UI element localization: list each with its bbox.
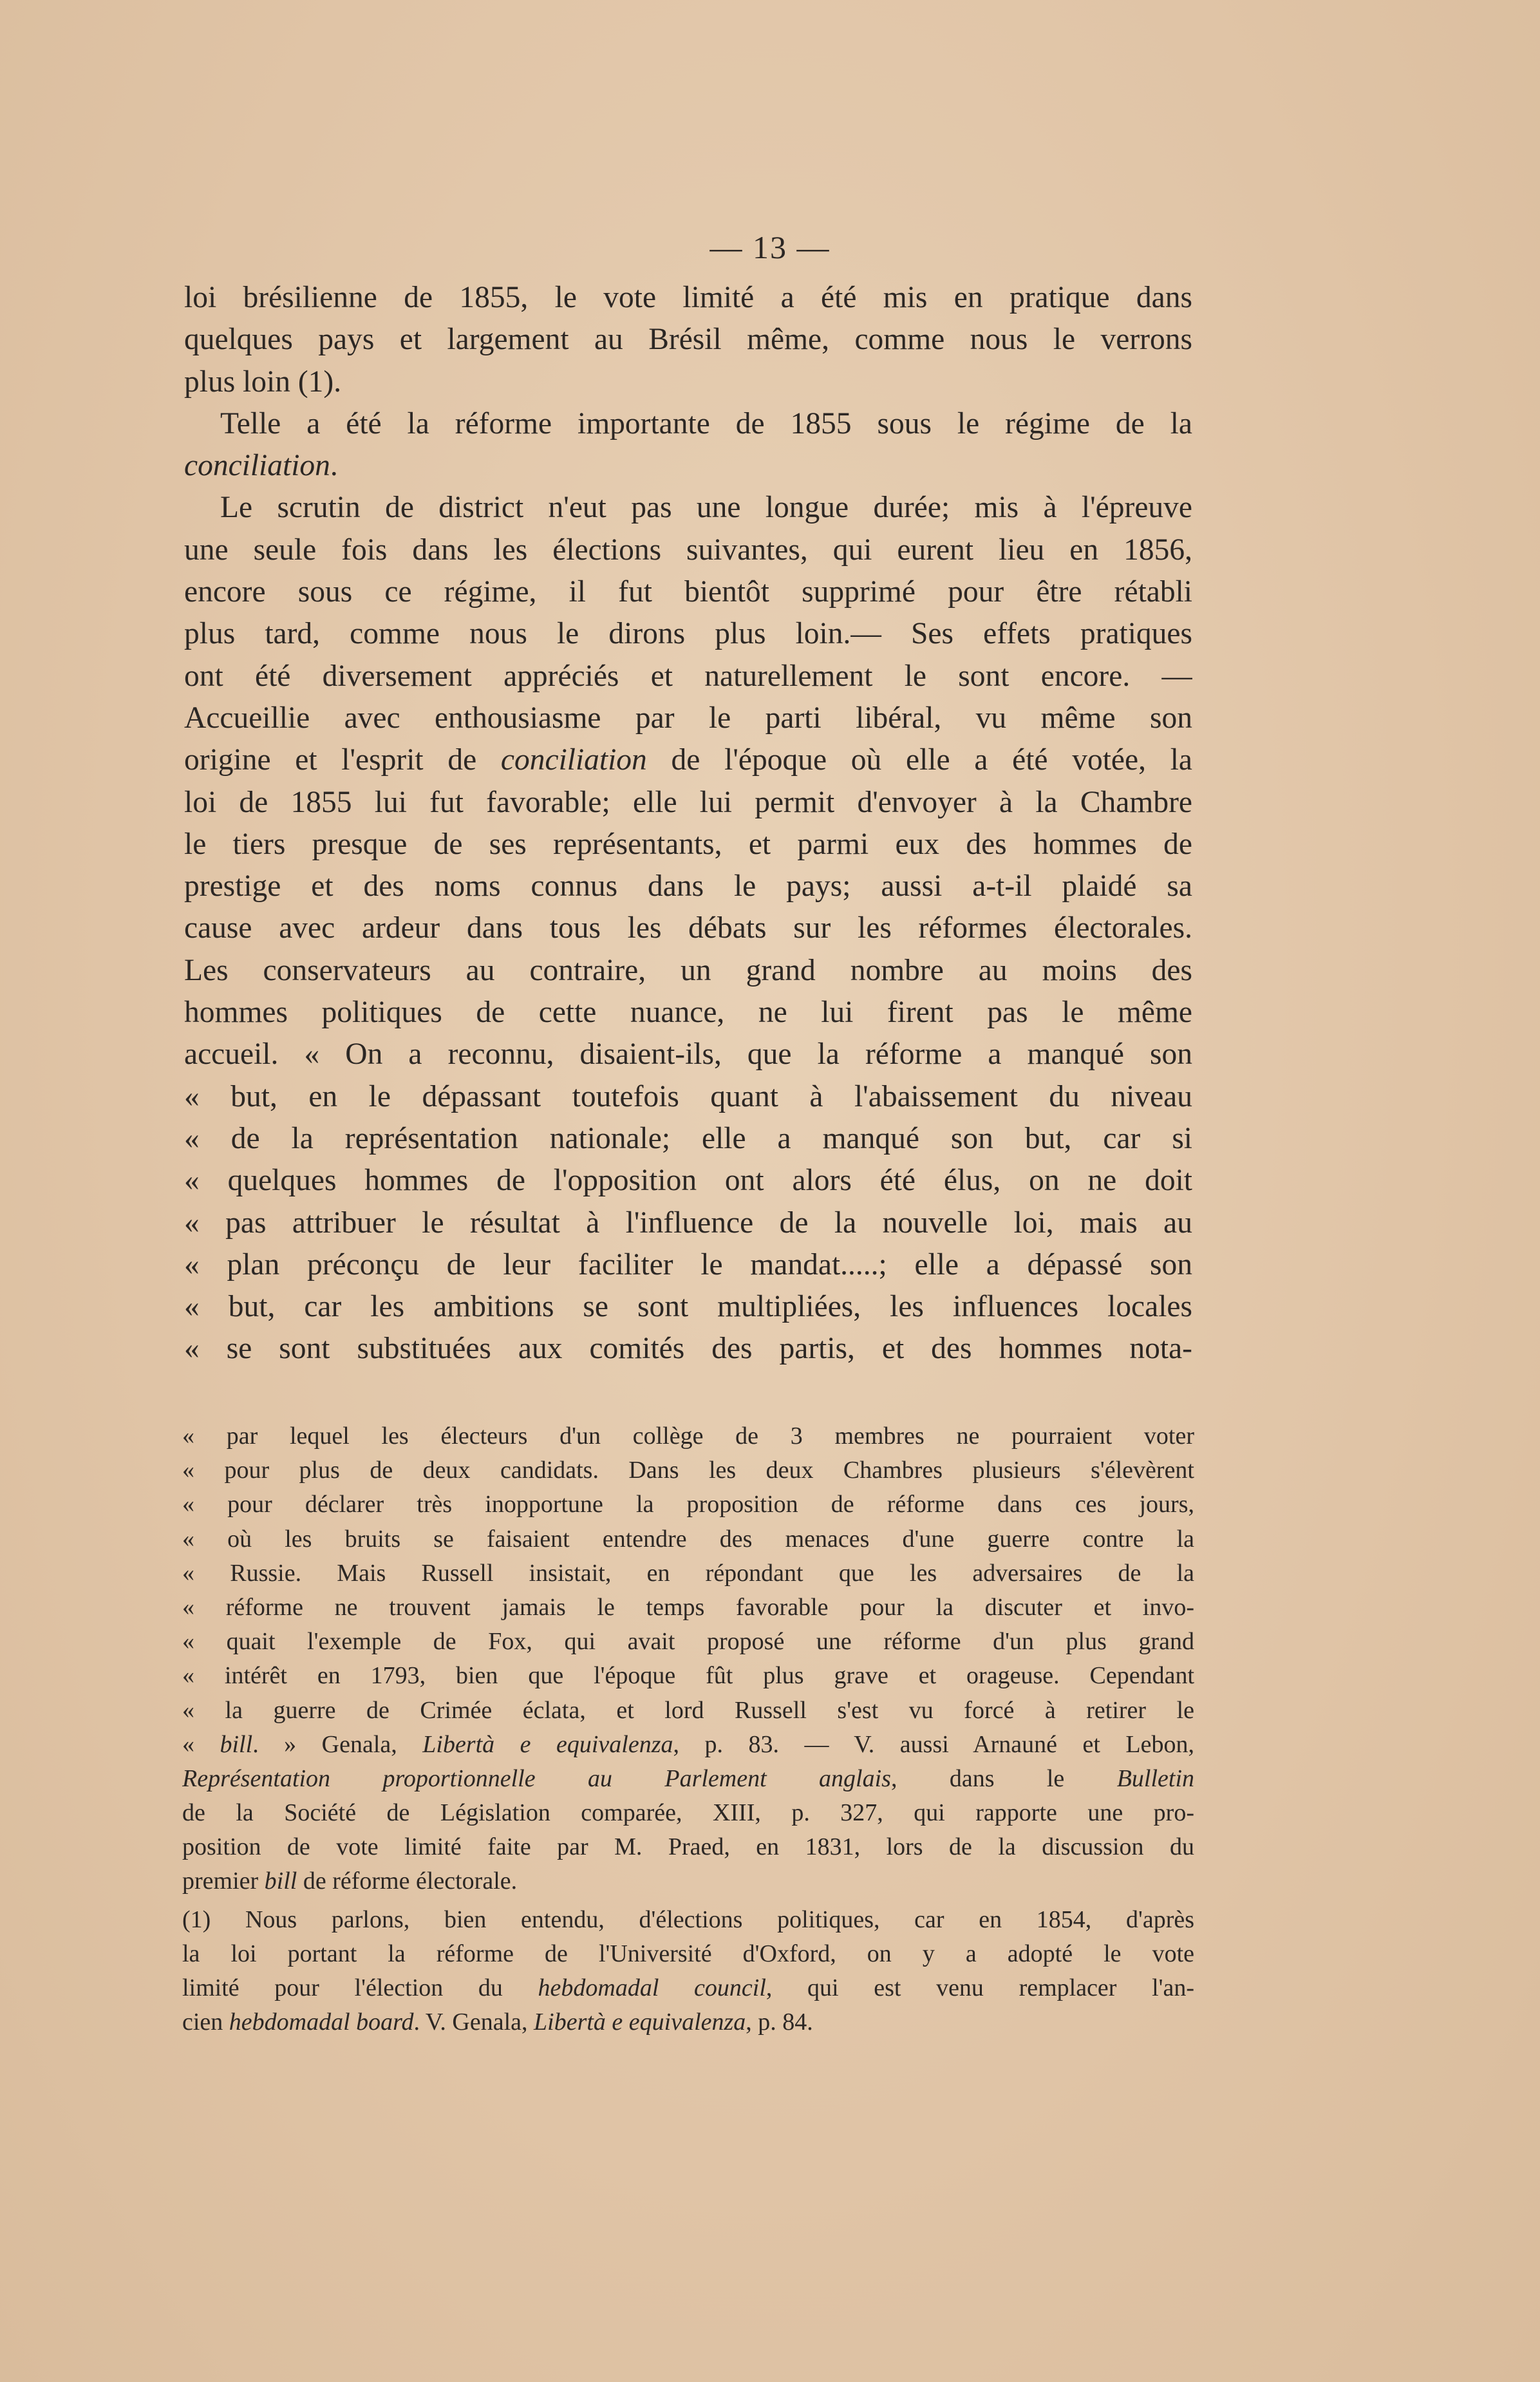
text-line: cause avec ardeur dans tous les débats sur les réformes électorales. xyxy=(184,911,1192,945)
text-span: . V. Genala, xyxy=(413,2009,534,2036)
footnote-line: « où les bruits se faisaient entendre des menaces d'une guerre contre la xyxy=(182,1525,1194,1553)
text-span: de l'époque où elle a été votée, la xyxy=(646,743,1192,777)
text-line: quelques pays et largement au Brésil même, comme nous le verrons xyxy=(184,323,1192,357)
footnote-line: « pour déclarer très inopportune la proposition de réforme dans ces jours, xyxy=(182,1491,1194,1518)
italic-text: hebdomadal board xyxy=(229,2009,414,2036)
text-line: Telle a été la réforme importante de 1855 sous le régime de la xyxy=(220,406,1192,440)
text-line: « quelques hommes de l'opposition ont alors été élus, on ne doit xyxy=(184,1164,1192,1198)
text-span: , p. 83. — V. aussi Arnauné et Lebon, xyxy=(673,1730,1194,1758)
text-line: Le scrutin de district n'eut pas une longue durée; mis à l'épreuve xyxy=(220,491,1192,525)
text-span: , qui est venu remplacer l'an- xyxy=(765,1974,1194,2001)
italic-text: Représentation proportionnelle au Parlement anglais xyxy=(182,1764,891,1792)
footnote-line: « Russie. Mais Russell insistait, en répondant que les adversaires de la xyxy=(182,1559,1194,1587)
footnote-line: (1) Nous parlons, bien entendu, d'élections politiques, car en 1854, d'après xyxy=(182,1905,1194,1933)
footnote-line: « réforme ne trouvent jamais le temps favorable pour la discuter et invo- xyxy=(182,1593,1194,1621)
text-line: « se sont substituées aux comités des partis, et des hommes nota- xyxy=(184,1332,1192,1366)
text-line: loi brésilienne de 1855, le vote limité a été mis en pratique dans xyxy=(184,281,1192,314)
text-span: limité pour l'élection du xyxy=(182,1974,538,2001)
text-line: Les conservateurs au contraire, un grand nombre au moins des xyxy=(184,953,1192,987)
text-line: « de la représentation nationale; elle a manqué son but, car si xyxy=(184,1121,1192,1155)
footnote-line: « par lequel les électeurs d'un collège de 3 membres ne pourraient voter xyxy=(182,1423,1194,1450)
text-line: « plan préconçu de leur faciliter le mandat.....; elle a dépassé son xyxy=(184,1247,1192,1281)
footnote-line xyxy=(182,1728,1194,1762)
text-span: , dans le xyxy=(890,1764,1117,1792)
text-line: prestige et des noms connus dans le pays; aussi a-t-il plaidé sa xyxy=(184,869,1192,903)
footnote-line xyxy=(182,1864,1194,1898)
text-line: « pas attribuer le résultat à l'influence de la nouvelle loi, mais au xyxy=(184,1205,1192,1240)
footnote-line: « la guerre de Crimée éclata, et lord Russell s'est vu forcé à retirer le xyxy=(182,1696,1194,1724)
footnote-line: la loi portant la réforme de l'Université d'Oxford, on y a adopté le vote xyxy=(182,1940,1194,1967)
main-text xyxy=(184,277,1192,1370)
text-line: « but, en le dépassant toutefois quant à l'abaissement du niveau xyxy=(184,1079,1192,1113)
footnote-line: de la Société de Législation comparée, XIII, p. 327, qui rapporte une pro- xyxy=(182,1799,1194,1827)
italic-text: Libertà e equivalenza xyxy=(422,1730,673,1758)
text-line: loi de 1855 lui fut favorable; elle lui permit d'envoyer à la Chambre xyxy=(184,785,1192,819)
footnotes xyxy=(182,1419,1194,2039)
italic-text: Bulletin xyxy=(1116,1764,1194,1792)
text-line xyxy=(184,445,1192,487)
text-line: « but, car les ambitions se sont multipliées, les influences locales xyxy=(184,1290,1192,1324)
text-line: accueil. « On a reconnu, disaient-ils, que la réforme a manqué son xyxy=(184,1037,1192,1072)
text-span: de réforme électorale. xyxy=(297,1867,518,1895)
footnote-line: « quait l'exemple de Fox, qui avait proposé une réforme d'un plus grand xyxy=(182,1628,1194,1656)
text-line: ont été diversement appréciés et naturellement le sont encore. — xyxy=(184,659,1192,693)
italic-text: bill xyxy=(220,1730,253,1758)
footnote-line: position de vote limité faite par M. Praed, en 1831, lors de la discussion du xyxy=(182,1833,1194,1861)
footnote-line xyxy=(182,1762,1194,1796)
footnote-line xyxy=(182,2005,1194,2039)
italic-text: Libertà e equivalenza xyxy=(534,2009,746,2036)
text-span: cien xyxy=(182,2009,229,2036)
text-span: . xyxy=(330,449,338,483)
text-line: hommes politiques de cette nuance, ne lui firent pas le même xyxy=(184,996,1192,1030)
text-line: encore sous ce régime, il fut bientôt supprimé pour être rétabli xyxy=(184,575,1192,609)
text-span: « xyxy=(182,1730,220,1758)
text-line: plus loin (1). xyxy=(184,364,342,399)
text-line: plus tard, comme nous le dirons plus loin.— Ses effets pratiques xyxy=(184,617,1192,651)
italic-text: conciliation xyxy=(184,449,330,483)
footnote-line xyxy=(182,1971,1194,2005)
page-number: — 13 — xyxy=(709,229,831,265)
text-line: le tiers presque de ses représentants, et parmi eux des hommes de xyxy=(184,827,1192,861)
text-line: Accueillie avec enthousiasme par le parti libéral, vu même son xyxy=(184,701,1192,735)
text-span: origine et l'esprit de xyxy=(184,743,501,777)
text-span: . » Genala, xyxy=(252,1730,423,1758)
italic-text: hebdomadal council xyxy=(538,1974,766,2001)
italic-text: conciliation xyxy=(500,743,647,777)
text-line: une seule fois dans les élections suivantes, qui eurent lieu en 1856, xyxy=(184,533,1192,567)
text-span: premier xyxy=(182,1867,265,1895)
text-span: , p. 84. xyxy=(746,2009,813,2036)
footnote-line: « intérêt en 1793, bien que l'époque fût plus grave et orageuse. Cependant xyxy=(182,1662,1194,1690)
footnote-line: « pour plus de deux candidats. Dans les deux Chambres plusieurs s'élevèrent xyxy=(182,1457,1194,1484)
italic-text: bill xyxy=(264,1867,297,1895)
text-line xyxy=(184,739,1192,781)
